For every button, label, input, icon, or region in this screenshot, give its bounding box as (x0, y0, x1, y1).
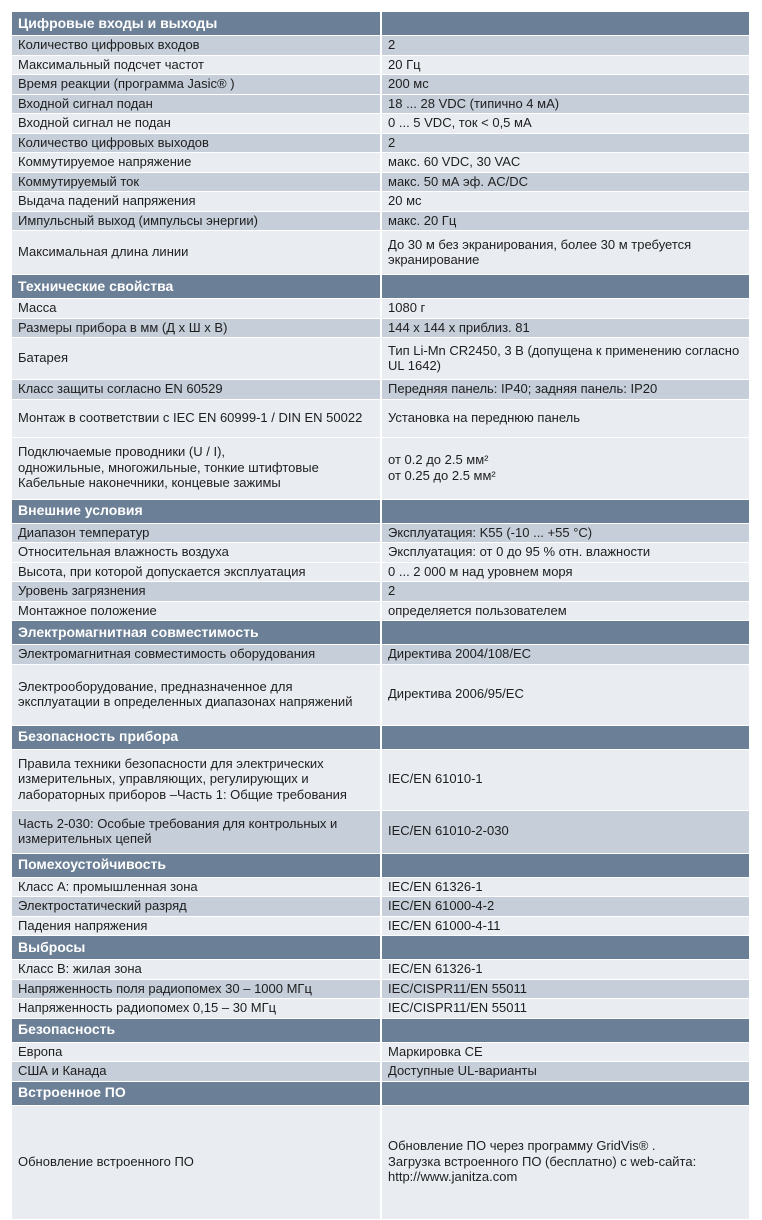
spec-value: Обновление ПО через программу GridVis® . Загрузка встроенного ПО (бесплатно) с web-сайта: http://www.janitza.com (381, 1105, 749, 1219)
spec-sheet (12, 12, 749, 1220)
section-header-spacer (381, 621, 749, 645)
spec-value: 2 (381, 582, 749, 602)
section-header-spacer (381, 275, 749, 299)
section-title: Технические свойства (12, 275, 381, 299)
section-title: Электромагнитная совместимость (12, 621, 381, 645)
specifications-table (12, 12, 749, 1220)
spec-label: Батарея (12, 338, 381, 380)
spec-value: определяется пользователем (381, 601, 749, 621)
spec-label: Время реакции (программа Jasic® ) (12, 75, 381, 95)
spec-row (12, 380, 749, 400)
spec-value: Передняя панель: IP40; задняя панель: IP20 (381, 380, 749, 400)
spec-label: Падения напряжения (12, 916, 381, 936)
spec-label: Класс A: промышленная зона (12, 877, 381, 897)
spec-row (12, 299, 749, 319)
section-title: Выбросы (12, 936, 381, 960)
spec-row (12, 338, 749, 380)
section-title: Встроенное ПО (12, 1081, 381, 1105)
section-header (12, 936, 749, 960)
section-header (12, 725, 749, 749)
section-header-spacer (381, 499, 749, 523)
section-header (12, 499, 749, 523)
spec-row (12, 897, 749, 917)
spec-value: IEC/EN 61010-2-030 (381, 810, 749, 853)
section-header-spacer (381, 936, 749, 960)
spec-value: IEC/EN 61326-1 (381, 877, 749, 897)
spec-row (12, 437, 749, 499)
spec-value: Установка на переднюю панель (381, 399, 749, 437)
spec-row (12, 36, 749, 56)
spec-label: Выдача падений напряжения (12, 192, 381, 212)
spec-label: Максимальный подсчет частот (12, 55, 381, 75)
spec-value: IEC/EN 61000-4-2 (381, 897, 749, 917)
spec-row (12, 562, 749, 582)
spec-row (12, 645, 749, 665)
spec-value: IEC/CISPR11/EN 55011 (381, 999, 749, 1019)
section-header (12, 1081, 749, 1105)
spec-value: 18 ... 28 VDC (типично 4 мА) (381, 94, 749, 114)
spec-row (12, 153, 749, 173)
spec-label: Монтаж в соответствии с IEC EN 60999-1 / DIN EN 50022 (12, 399, 381, 437)
spec-label: Европа (12, 1042, 381, 1062)
section-header-spacer (381, 1081, 749, 1105)
spec-value: макс. 60 VDC, 30 VAC (381, 153, 749, 173)
spec-row (12, 1042, 749, 1062)
spec-row (12, 877, 749, 897)
section-header-spacer (381, 1018, 749, 1042)
spec-value: 2 (381, 36, 749, 56)
spec-row (12, 172, 749, 192)
spec-value: До 30 м без экранирования, более 30 м требуется экранирование (381, 231, 749, 275)
spec-row (12, 211, 749, 231)
spec-label: Количество цифровых входов (12, 36, 381, 56)
spec-row (12, 749, 749, 810)
spec-row (12, 1062, 749, 1082)
spec-value: Доступные UL-варианты (381, 1062, 749, 1082)
section-header (12, 621, 749, 645)
spec-row (12, 318, 749, 338)
spec-value: 200 мс (381, 75, 749, 95)
spec-value: 20 Гц (381, 55, 749, 75)
spec-value: IEC/EN 61326-1 (381, 960, 749, 980)
spec-label: Количество цифровых выходов (12, 133, 381, 153)
spec-row (12, 999, 749, 1019)
section-title: Безопасность (12, 1018, 381, 1042)
spec-label: Импульсный выход (импульсы энергии) (12, 211, 381, 231)
spec-label: Электрооборудование, предназначенное для эксплуатации в определенных диапазонах напряжений (12, 664, 381, 725)
spec-row (12, 231, 749, 275)
spec-value: Эксплуатация: K55 (-10 ... +55 °C) (381, 523, 749, 543)
spec-row (12, 523, 749, 543)
spec-row (12, 664, 749, 725)
spec-label: Монтажное положение (12, 601, 381, 621)
spec-value: 144 х 144 х приблиз. 81 (381, 318, 749, 338)
spec-label: Относительная влажность воздуха (12, 543, 381, 563)
section-header (12, 853, 749, 877)
spec-value: IEC/CISPR11/EN 55011 (381, 979, 749, 999)
section-title: Помехоустойчивость (12, 853, 381, 877)
section-header (12, 12, 749, 36)
spec-label: Напряженность поля радиопомех 30 – 1000 МГц (12, 979, 381, 999)
spec-row (12, 94, 749, 114)
spec-value: 20 мс (381, 192, 749, 212)
section-header (12, 275, 749, 299)
spec-row (12, 810, 749, 853)
spec-value: Эксплуатация: от 0 до 95 % отн. влажности (381, 543, 749, 563)
spec-label: Электромагнитная совместимость оборудования (12, 645, 381, 665)
spec-value: Директива 2004/108/EC (381, 645, 749, 665)
spec-value: Директива 2006/95/EC (381, 664, 749, 725)
spec-label: Электростатический разряд (12, 897, 381, 917)
spec-row (12, 399, 749, 437)
spec-label: Коммутируемый ток (12, 172, 381, 192)
spec-label: Высота, при которой допускается эксплуатация (12, 562, 381, 582)
spec-label: Максимальная длина линии (12, 231, 381, 275)
section-title: Безопасность прибора (12, 725, 381, 749)
spec-row (12, 55, 749, 75)
spec-label: Напряженность радиопомех 0,15 – 30 МГц (12, 999, 381, 1019)
spec-label: Обновление встроенного ПО (12, 1105, 381, 1219)
spec-row (12, 582, 749, 602)
spec-value: Тип Li-Mn CR2450, 3 В (допущена к применению согласно UL 1642) (381, 338, 749, 380)
spec-row (12, 979, 749, 999)
spec-value: IEC/EN 61000-4-11 (381, 916, 749, 936)
spec-row (12, 1105, 749, 1219)
spec-value: 1080 г (381, 299, 749, 319)
spec-value: 0 ... 5 VDC, ток < 0,5 мА (381, 114, 749, 134)
spec-label: Класс B: жилая зона (12, 960, 381, 980)
spec-value: макс. 20 Гц (381, 211, 749, 231)
spec-value: Маркировка CE (381, 1042, 749, 1062)
section-title: Цифровые входы и выходы (12, 12, 381, 36)
spec-row (12, 916, 749, 936)
spec-label: Диапазон температур (12, 523, 381, 543)
spec-row (12, 192, 749, 212)
spec-value: от 0.2 до 2.5 мм² от 0.25 до 2.5 мм² (381, 437, 749, 499)
section-header-spacer (381, 12, 749, 36)
section-header-spacer (381, 853, 749, 877)
spec-row (12, 601, 749, 621)
spec-value: 0 ... 2 000 м над уровнем моря (381, 562, 749, 582)
spec-label: Класс защиты согласно EN 60529 (12, 380, 381, 400)
spec-row (12, 133, 749, 153)
spec-value: IEC/EN 61010-1 (381, 749, 749, 810)
spec-label: Коммутируемое напряжение (12, 153, 381, 173)
spec-label: Размеры прибора в мм (Д х Ш х В) (12, 318, 381, 338)
spec-label: США и Канада (12, 1062, 381, 1082)
spec-value: 2 (381, 133, 749, 153)
spec-label: Часть 2-030: Особые требования для контрольных и измерительных цепей (12, 810, 381, 853)
section-title: Внешние условия (12, 499, 381, 523)
spec-label: Уровень загрязнения (12, 582, 381, 602)
spec-label: Входной сигнал не подан (12, 114, 381, 134)
section-header (12, 1018, 749, 1042)
spec-label: Подключаемые проводники (U / I), одножильные, многожильные, тонкие штифтовые Кабельные наконечники, концевые зажимы (12, 437, 381, 499)
spec-label: Масса (12, 299, 381, 319)
spec-label: Входной сигнал подан (12, 94, 381, 114)
spec-row (12, 114, 749, 134)
section-header-spacer (381, 725, 749, 749)
spec-label: Правила техники безопасности для электрических измерительных, управляющих, регулирующих и лабораторных приборов –Часть 1: Общие требования (12, 749, 381, 810)
spec-row (12, 543, 749, 563)
spec-row (12, 960, 749, 980)
spec-row (12, 75, 749, 95)
spec-value: макс. 50 мА эф. AC/DC (381, 172, 749, 192)
